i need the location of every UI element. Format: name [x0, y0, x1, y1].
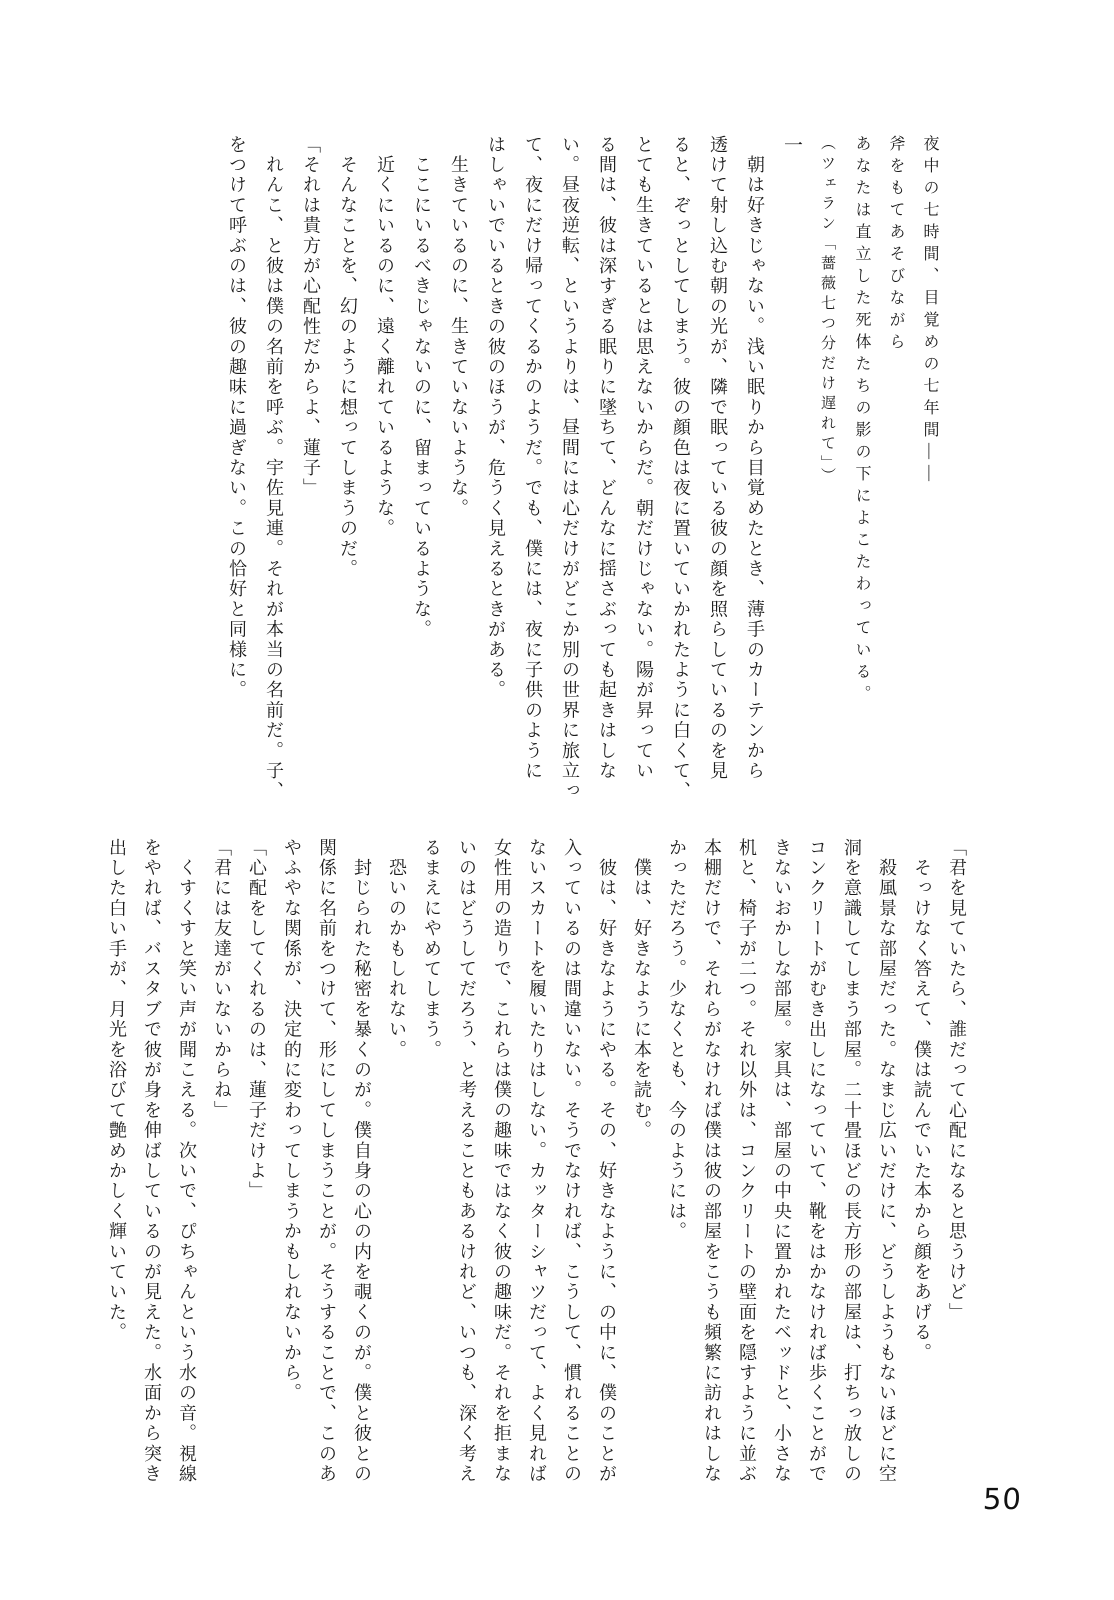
bottom-text-block	[99, 838, 974, 1493]
body-line: れんこ、と彼は僕の名前を呼ぶ。宇佐見連。それが本当の名前だ。子、	[264, 135, 284, 802]
body-line: きないおかしな部屋。家具は、部屋の中央に置かれたベッドと、小さな	[772, 838, 792, 1485]
body-line: るまえにやめてしまう。	[422, 838, 442, 1061]
body-line: 入っているのは間違いない。そうでなければ、こうして、慣れることの	[562, 838, 582, 1485]
body-line: いのはどうしてだろう、と考えることもあるけれど、いつも、深く考え	[457, 838, 477, 1485]
epigraph-line: あなたは直立した死体たちの影の下によこたわっている。	[853, 135, 870, 707]
body-line: 恐いのかもしれない。	[387, 838, 407, 1061]
body-line: そっけなく答えて、僕は読んでいた本から顔をあげる。	[912, 838, 932, 1364]
epigraph-attribution: （ツェラン「薔薇七つ分だけ遅れて」）	[819, 135, 835, 488]
body-line: 封じられた秘密を暴くのが。僕自身の心の内を覗くのが。僕と彼との	[352, 838, 372, 1485]
body-line: 机と、椅子が二つ。それ以外は、コンクリートの壁面を隠すように並ぶ	[737, 838, 757, 1485]
body-line: くすくすと笑い声が聞こえる。次いで、ぴちゃんという水の音。視線	[177, 838, 197, 1485]
body-line: はしゃいでいるときの彼のほうが、危うく見えるときがある。	[486, 135, 506, 701]
body-line: 透けて射し込む朝の光が、隣で眠っている彼の顔を照らしているのを見	[708, 135, 728, 782]
body-line: 「君には友達がいないからね」	[212, 838, 232, 1121]
body-line: ると、ぞっとしてしまう。彼の顔色は夜に置いていかれたように白くて、	[671, 135, 691, 802]
body-line: そんなことを、幻のように想ってしまうのだ。	[338, 135, 358, 580]
body-line: 本棚だけで、それらがなければ僕は彼の部屋をこうも頻繁に訪れはしな	[702, 838, 722, 1485]
body-line: やふやな関係が、決定的に変わってしまうかもしれないから。	[282, 838, 302, 1404]
body-line: 女性用の造りで、これらは僕の趣味ではなく彼の趣味だ。それを拒まな	[492, 838, 512, 1485]
epigraph-line: 斧をもてあそびながら	[887, 135, 904, 355]
epigraph-line: 夜中の七時間、目覚めの七年間――	[921, 135, 938, 487]
body-line: かっただろう。少なくとも、今のようには。	[667, 838, 687, 1242]
body-line: 「君を見ていたら、誰だって心配になると思うけど」	[947, 838, 967, 1323]
body-line: い。昼夜逆転、というよりは、昼間には心だけがどこか別の世界に旅立っ	[560, 135, 580, 802]
body-line: ないスカートを履いたりはしない。カッターシャツだって、よく見れば	[527, 838, 547, 1485]
body-line: 朝は好きじゃない。浅い眠りから目覚めたとき、薄手のカーテンから	[745, 135, 765, 782]
body-line: 洞を意識してしまう部屋。二十畳ほどの長方形の部屋は、打ちっ放しの	[842, 838, 862, 1485]
body-line: て、夜にだけ帰ってくるかのようだ。でも、僕には、夜に子供のように	[523, 135, 543, 782]
top-text-block	[218, 135, 946, 802]
body-line: とても生きているとは思えないからだ。朝だけじゃない。陽が昇ってい	[634, 135, 654, 782]
body-line: 生きているのに、生きていないような。	[449, 135, 469, 519]
page-number: 50	[982, 1482, 1023, 1516]
body-line: 出した白い手が、月光を浴びて艶めかしく輝いていた。	[107, 838, 127, 1343]
body-line: 僕は、好きなように本を読む。	[632, 838, 652, 1141]
body-line: 殺風景な部屋だった。なまじ広いだけに、どうしようもないほどに空	[877, 838, 897, 1485]
body-line: 近くにいるのに、遠く離れているような。	[375, 135, 395, 539]
body-line: る間は、彼は深すぎる眠りに墜ちて、どんなに揺さぶっても起きはしな	[597, 135, 617, 782]
body-line: コンクリートがむき出しになっていて、靴をはかなければ歩くことがで	[807, 838, 827, 1485]
body-line: 彼は、好きなようにやる。その、好きなように、の中に、僕のことが	[597, 838, 617, 1485]
body-line: ここにいるべきじゃないのに、留まっているような。	[412, 135, 432, 640]
body-line: 関係に名前をつけて、形にしてしまうことが。そうすることで、このあ	[317, 838, 337, 1485]
section-heading: 一	[781, 135, 802, 156]
body-line: をやれば、バスタブで彼が身を伸ばしているのが見えた。水面から突き	[142, 838, 162, 1485]
body-line: をつけて呼ぶのは、彼の趣味に過ぎない。この恰好と同様に。	[227, 135, 247, 701]
body-line: 「心配をしてくれるのは、蓮子だけよ」	[247, 838, 267, 1202]
body-line: 「それは貴方が心配性だからよ、蓮子」	[301, 135, 321, 499]
